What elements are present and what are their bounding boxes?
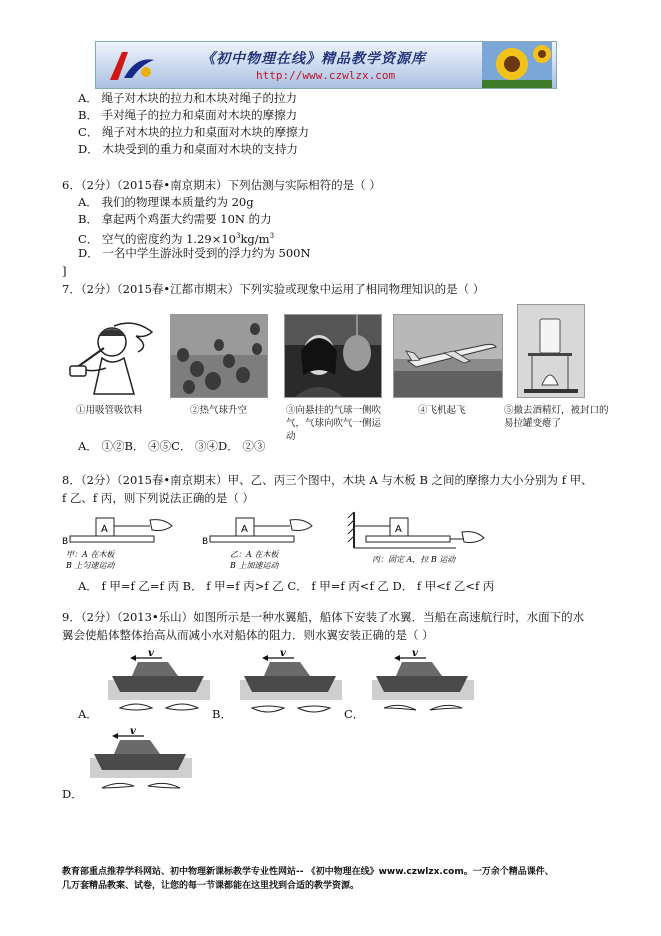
balloon-blowing-photo xyxy=(284,314,382,398)
q7-caption-4: ④飞机起飞 xyxy=(418,405,466,416)
hydrofoil-c-figure xyxy=(372,650,474,720)
q7-caption-5: ⑤撤去酒精灯，被封口的易拉罐变瘪了 xyxy=(504,405,609,429)
friction-figure-bing xyxy=(346,508,486,572)
q9-option-c-letter: C． xyxy=(344,707,365,721)
q5-option-c: C． 绳子对木块的拉力和桌面对木块的摩擦力 xyxy=(78,125,309,139)
fig-jia-label-1: 甲：A 在木板 xyxy=(66,550,115,559)
svg-text:B: B xyxy=(62,537,69,547)
svg-text:v: v xyxy=(130,728,136,737)
banner-url[interactable]: http://www.czwlzx.com xyxy=(256,69,396,82)
q5-option-a: A． 绳子对木块的拉力和木块对绳子的拉力 xyxy=(78,91,297,105)
q6-option-b: B． 拿起两个鸡蛋大约需要 10N 的力 xyxy=(78,212,272,226)
q7-caption-1: ①用吸管吸饮料 xyxy=(76,405,143,416)
svg-text:A: A xyxy=(395,524,402,535)
svg-text:B: B xyxy=(202,537,209,547)
site-logo-icon xyxy=(102,46,162,84)
airplane-takeoff-photo xyxy=(393,314,503,398)
fig-yi-label-1: 乙：A 在木板 xyxy=(230,550,279,559)
banner-title: 《初中物理在线》精品教学资源库 xyxy=(201,51,426,67)
q7-caption-3: ③向悬挂的气球一侧吹气，气球向吹气一侧运动 xyxy=(286,405,382,442)
footer-line-1: 教育部重点推荐学科网站、初中物理新课标教学专业性网站-- 《初中物理在线》www.czwlzx.com。一万余个精品课件、 xyxy=(62,867,554,877)
q9-option-d-letter: D． xyxy=(62,787,83,801)
sunflower-icon xyxy=(482,42,552,88)
friction-figure-yi xyxy=(200,508,320,572)
hydrofoil-d-figure xyxy=(90,728,192,798)
q7-stem: 7．（2分）（2015春•江都市期末）下列实验或现象中运用了相同物理知识的是（ ） xyxy=(62,282,485,296)
friction-figure-jia xyxy=(60,508,180,572)
fig-jia-label-2: B 上匀速运动 xyxy=(66,561,115,570)
hot-air-balloons-photo xyxy=(170,314,268,398)
q9-stem-line2: 翼会使船体整体抬高从而减小水对船体的阻力．则水翼安装正确的是（ ） xyxy=(62,628,434,642)
header-banner xyxy=(95,41,557,89)
q9-stem-line1: 9．（2分）（2013•乐山）如图所示是一种水翼船，船体下安装了水翼．当船在高速航行时，水面下的水 xyxy=(62,610,585,624)
crushed-can-figure xyxy=(517,304,585,398)
q5-option-b: B． 手对绳子的拉力和桌面对木块的摩擦力 xyxy=(78,108,298,122)
q7-caption-2: ②热气球升空 xyxy=(190,405,248,416)
q8-stem-line1: 8．（2分）（2015春•南京期末）甲、乙、丙三个图中，木块 A 与木板 B 之间的摩擦力大小分别为 f 甲、 xyxy=(62,473,593,487)
svg-text:A: A xyxy=(101,524,108,535)
q8-answer-options: A． f 甲=f 乙=f 丙 B． f 甲=f 丙>f 乙 C． f 甲=f 丙<f 乙 D． f 甲<f 乙<f 丙 xyxy=(78,579,495,593)
q9-option-a-letter: A． xyxy=(78,707,98,721)
q5-option-d: D． 木块受到的重力和桌面对木块的支持力 xyxy=(78,142,298,156)
q9-option-b-letter: B． xyxy=(212,707,232,721)
hydrofoil-option-b[interactable] xyxy=(240,650,342,724)
q6-option-d: D． 一名中学生游泳时受到的浮力约为 500N xyxy=(78,246,311,260)
svg-text:v: v xyxy=(280,650,286,659)
q6-stem: 6．（2分）（2015春•南京期末）下列估测与实际相符的是（ ） xyxy=(62,178,381,192)
hydrofoil-a-figure xyxy=(108,650,210,720)
hydrofoil-option-d[interactable] xyxy=(90,728,192,802)
q8-stem-line2: f 乙、f 丙，则下列说法正确的是（ ） xyxy=(62,491,254,505)
hydrofoil-option-c[interactable] xyxy=(372,650,474,724)
svg-text:v: v xyxy=(412,650,418,659)
girl-straw-figure xyxy=(64,314,162,398)
fig-yi-label-2: B 上加速运动 xyxy=(230,561,279,570)
fig-bing-label: 丙：固定 A，拉 B 运动 xyxy=(372,555,456,564)
hydrofoil-option-a[interactable] xyxy=(108,650,210,724)
footer-line-2: 几万套精品教案、试卷，让您的每一节课都能在这里找到合适的教学资源。 xyxy=(62,881,360,891)
hydrofoil-b-figure xyxy=(240,650,342,720)
q6-option-a: A． 我们的物理课本质量约为 20g xyxy=(78,195,254,209)
stray-bracket: ] xyxy=(62,264,67,278)
svg-text:v: v xyxy=(148,650,154,659)
q7-answer-options: A． ①②B． ④⑤C． ③④D． ②③ xyxy=(78,439,266,453)
q6-option-c: C． 空气的密度约为 $1.29\times 10^3kg/m^3$ xyxy=(78,231,275,246)
svg-text:A: A xyxy=(241,524,248,535)
